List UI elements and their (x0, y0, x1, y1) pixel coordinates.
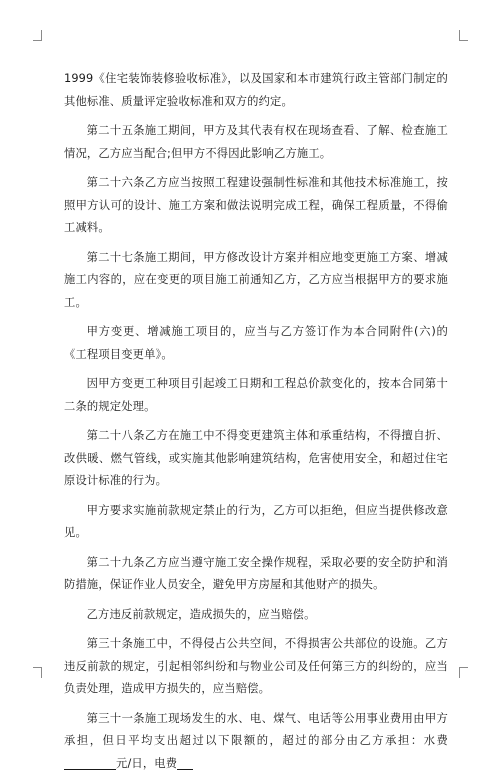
paragraph-standards: 1999《住宅装饰装修验收标准》，以及国家和本市建筑行政主管部门制定的其他标准、质量评定验收标准和双方的约定。 (64, 72, 448, 108)
crop-mark-top-right (459, 30, 468, 41)
water-fee-blank (64, 755, 116, 770)
paragraph-article-25: 第二十五条施工期间，甲方及其代表有权在现场查看、了解、检查施工情况，乙方应当配合;但甲方不得因此影响乙方施工。 (64, 124, 448, 160)
article-31-text: 第三十一条施工现场发生的水、电、煤气、电话等公用事业费用由甲方承担，但日平均支出超过以下限额的，超过的部分由乙方承担：水费 (64, 711, 448, 747)
document-body (64, 68, 448, 782)
paragraph-article-31 (64, 708, 448, 776)
paragraph-article-28: 第二十八条乙方在施工中不得变更建筑主体和承重结构，不得擅自折、改供暖、燃气管线，或实施其他影响建筑结构，危害使用安全，和超过住宅原设计标准的行为。 (64, 429, 448, 487)
paragraph-refusal: 甲方要求实施前款规定禁止的行为，乙方可以拒绝，但应当提供修改意见。 (64, 503, 448, 539)
paragraph-compensation: 乙方违反前款规定，造成损失的，应当赔偿。 (86, 607, 316, 621)
crop-mark-bottom-right (459, 667, 468, 678)
paragraph-article-30: 第三十条施工中，不得侵占公共空间，不得损害公共部位的设施。乙方违反前款的规定，引起相邻纠纷和与物业公司及任何第三方的纠纷的，应当负责处理，造成甲方损失的，应当赔偿。 (64, 637, 448, 695)
electricity-fee-blank (177, 755, 193, 770)
paragraph-article-26: 第二十六条乙方应当按照工程建设强制性标准和其他技术标准施工，按照甲方认可的设计、施工方案和做法说明完成工程，确保工程质量，不得偷工减料。 (64, 176, 448, 234)
paragraph-article-29: 第二十九条乙方应当遵守施工安全操作规程，采取必要的安全防护和消防措施，保证作业人员安全，避免甲方房屋和其他财产的损失。 (64, 555, 448, 591)
crop-mark-bottom-left (33, 667, 42, 678)
paragraph-article-27: 第二十七条施工期间，甲方修改设计方案并相应地变更施工方案、增减施工内容的，应在变更的项目施工前通知乙方，乙方应当根据甲方的要求施工。 (64, 250, 448, 309)
paragraph-change-handling: 因甲方变更工种项目引起竣工日期和工程总价款变化的，按本合同第十二条的规定处理。 (64, 377, 448, 413)
paragraph-change-order: 甲方变更、增减施工项目的，应当与乙方签订作为本合同附件(六)的《工程项目变更单》。 (64, 325, 448, 361)
crop-mark-top-left (33, 30, 42, 41)
article-31-text-cont: 元/日，电费 (116, 756, 178, 770)
